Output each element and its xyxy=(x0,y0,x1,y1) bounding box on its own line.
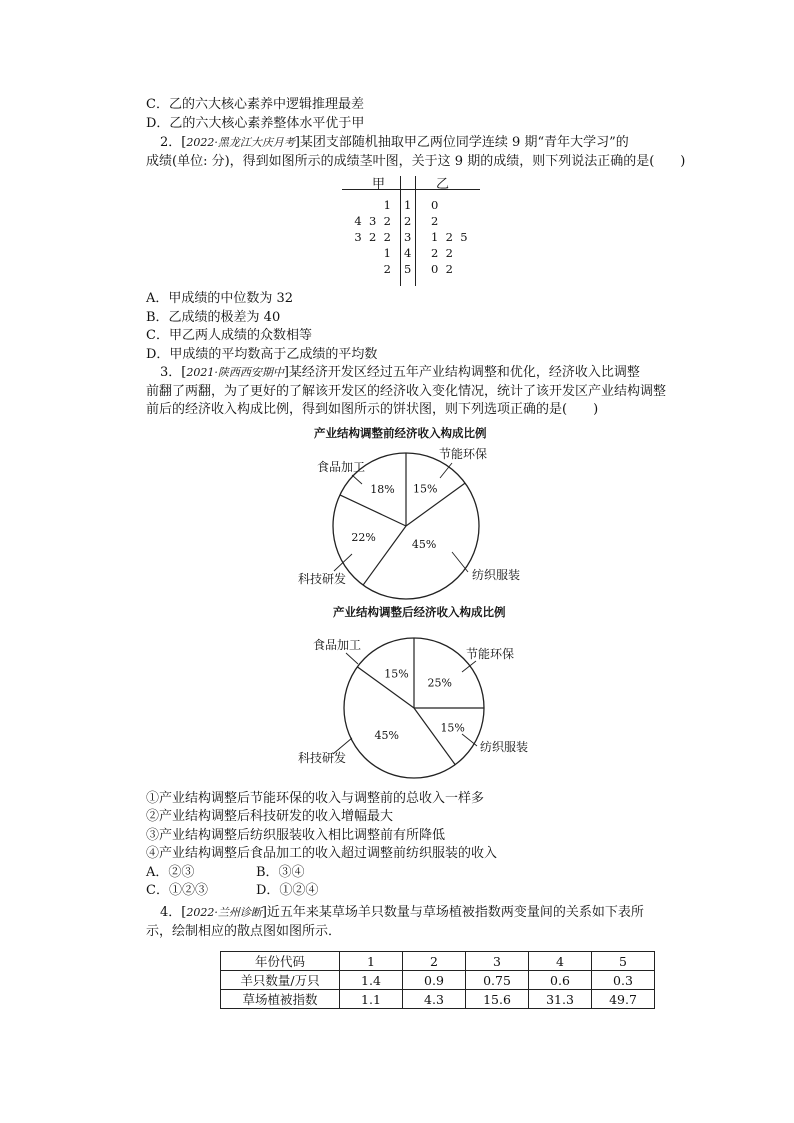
table-header-row xyxy=(221,952,655,971)
table-cell: 3 xyxy=(466,952,529,971)
pie-slice-value-label: 18% xyxy=(370,483,395,497)
table-cell: 年份代码 xyxy=(221,952,340,971)
stem-leaf-row xyxy=(336,229,486,245)
q3-option-c: C．①②③ xyxy=(146,883,208,898)
q3-stem-line3: 前后的经济收入构成比例，得到如图所示的饼状图，则下列选项正确的是( ) xyxy=(146,402,599,417)
q4-source: 2022·兰州诊断 xyxy=(186,906,262,919)
pie-category-label: 纺织服装 xyxy=(480,740,529,754)
right-leaves: 2 xyxy=(431,214,439,228)
table-cell: 1.4 xyxy=(340,971,403,990)
pie-slice-value-label: 15% xyxy=(412,482,438,496)
pie-slice-value-label: 22% xyxy=(351,530,376,544)
pie-leader-line xyxy=(452,552,468,572)
stem-leaf-row xyxy=(336,213,486,229)
stem-leaf-row xyxy=(336,245,486,261)
table-row xyxy=(221,990,655,1009)
pie1-title: 产业结构调整前经济收入构成比例 xyxy=(314,426,487,440)
pie-chart-before xyxy=(0,440,794,620)
stem-leaf-row xyxy=(336,261,486,277)
stem-value: 3 xyxy=(404,230,412,244)
pie-leader-line xyxy=(334,554,352,571)
q1-option-d: D．乙的六大核心素养整体水平优于甲 xyxy=(146,116,365,131)
q2-source: 2022·黑龙江大庆月考 xyxy=(186,136,295,149)
pie-leader-line xyxy=(462,661,476,672)
left-leaves: 4 3 2 xyxy=(354,214,391,228)
table-cell: 羊只数量/万只 xyxy=(221,971,340,990)
stem-leaf-left-header: 甲 xyxy=(372,177,386,192)
stem-leaf-plot xyxy=(336,173,486,285)
pie-category-label: 节能环保 xyxy=(438,447,488,461)
table-cell: 0.9 xyxy=(403,971,466,990)
q2-option-c: C．甲乙两人成绩的众数相等 xyxy=(146,328,312,343)
pie-slice-value-label: 15% xyxy=(384,667,409,681)
table-cell: 5 xyxy=(592,952,655,971)
pie-slice-value-label: 15% xyxy=(440,721,465,735)
pie-leader-line xyxy=(462,734,477,746)
table-cell: 0.6 xyxy=(529,971,592,990)
right-leaves: 2 2 xyxy=(431,246,453,260)
q3-option-d: D．①②④ xyxy=(256,883,319,898)
stem-value: 1 xyxy=(404,198,412,212)
stem-value: 4 xyxy=(404,246,412,260)
right-leaves: 1 2 5 xyxy=(431,230,468,244)
left-leaves: 1 xyxy=(383,198,391,212)
q3-statement-4: ④产业结构调整后食品加工的收入超过调整前纺织服装的收入 xyxy=(146,846,498,861)
pie-slice-value-label: 25% xyxy=(427,676,452,690)
q2-stem-line1 xyxy=(160,134,629,152)
table-cell: 2 xyxy=(403,952,466,971)
table-cell: 49.7 xyxy=(592,990,655,1009)
pie2-title: 产业结构调整后经济收入构成比例 xyxy=(333,605,506,619)
pie-slice-value-label: 45% xyxy=(411,538,437,552)
stem-leaf-right-header: 乙 xyxy=(436,177,450,192)
q3-text-a: ]某经济开发区经过五年产业结构调整和优化，经济收入比调整 xyxy=(283,365,640,380)
table-cell: 1.1 xyxy=(340,990,403,1009)
pie-category-label: 科技研发 xyxy=(297,572,347,586)
table-cell: 1 xyxy=(340,952,403,971)
table-row xyxy=(221,971,655,990)
pie-category-label: 食品加工 xyxy=(312,638,362,652)
table-cell: 0.75 xyxy=(466,971,529,990)
q4-data-table xyxy=(220,951,655,1009)
q2-number: 2．[ xyxy=(160,135,187,150)
q4-text-a: ]近五年来某草场羊只数量与草场植被指数两变量间的关系如下表所 xyxy=(261,905,644,920)
q3-options-row2 xyxy=(146,882,318,900)
q4-stem-line2: 示，绘制相应的散点图如图所示． xyxy=(146,924,342,939)
pie-slice-boundary xyxy=(340,495,406,526)
left-leaves: 3 2 2 xyxy=(354,230,391,244)
pie-slice-boundary xyxy=(414,708,455,765)
q2-stem-line2: 成绩(单位: 分)，得到如图所示的成绩茎叶图，关于这 9 期的成绩，则下列说法正确的是( ) xyxy=(146,154,686,169)
pie-leader-line xyxy=(346,653,358,664)
table-cell: 4.3 xyxy=(403,990,466,1009)
q2-option-b: B．乙成绩的极差为 40 xyxy=(146,310,281,325)
pie-leader-line xyxy=(352,475,362,484)
pie-category-label: 食品加工 xyxy=(316,460,366,474)
pie-category-label: 科技研发 xyxy=(297,751,347,765)
pie-chart-after xyxy=(0,620,794,790)
q2-option-a: A．甲成绩的中位数为 32 xyxy=(146,291,294,306)
table-cell: 4 xyxy=(529,952,592,971)
q3-options-row1 xyxy=(146,864,305,882)
pie-slice-value-label: 45% xyxy=(374,729,400,743)
q4-stem-line1 xyxy=(160,904,644,922)
right-leaves: 0 2 xyxy=(431,262,453,276)
left-leaves: 2 xyxy=(383,262,391,276)
table-cell: 15.6 xyxy=(466,990,529,1009)
left-leaves: 1 xyxy=(383,246,391,260)
q3-stem-line2: 前翻了两翻，为了更好的了解该开发区的经济收入变化情况，统计了该开发区产业结构调整 xyxy=(146,384,667,399)
q3-option-a: A．②③ xyxy=(146,865,195,880)
q3-statement-2: ②产业结构调整后科技研发的收入增幅最大 xyxy=(146,809,394,824)
table-cell: 0.3 xyxy=(592,971,655,990)
q2-option-d: D．甲成绩的平均数高于乙成绩的平均数 xyxy=(146,347,378,362)
q3-option-b: B．③④ xyxy=(256,865,305,880)
q3-statement-1: ①产业结构调整后节能环保的收入与调整前的总收入一样多 xyxy=(146,791,485,806)
q3-source: 2021·陕西西安期中 xyxy=(186,366,284,379)
q2-text-a: ]某团支部随机抽取甲乙两位同学连续 9 期“青年大学习”的 xyxy=(294,135,629,150)
right-leaves: 0 xyxy=(431,198,439,212)
pie-category-label: 纺织服装 xyxy=(472,568,521,582)
q1-option-c: C．乙的六大核心素养中逻辑推理最差 xyxy=(146,97,364,112)
stem-value: 5 xyxy=(404,262,412,276)
table-cell: 31.3 xyxy=(529,990,592,1009)
q3-statement-3: ③产业结构调整后纺织服装收入相比调整前有所降低 xyxy=(146,828,446,843)
q3-number: 3．[ xyxy=(160,365,187,380)
stem-value: 2 xyxy=(404,214,412,228)
stem-leaf-header-rule xyxy=(342,189,480,190)
pie-category-label: 节能环保 xyxy=(465,647,515,661)
stem-leaf-row xyxy=(336,197,486,213)
q4-number: 4．[ xyxy=(160,905,187,920)
q3-stem-line1 xyxy=(160,364,640,382)
table-cell: 草场植被指数 xyxy=(221,990,340,1009)
